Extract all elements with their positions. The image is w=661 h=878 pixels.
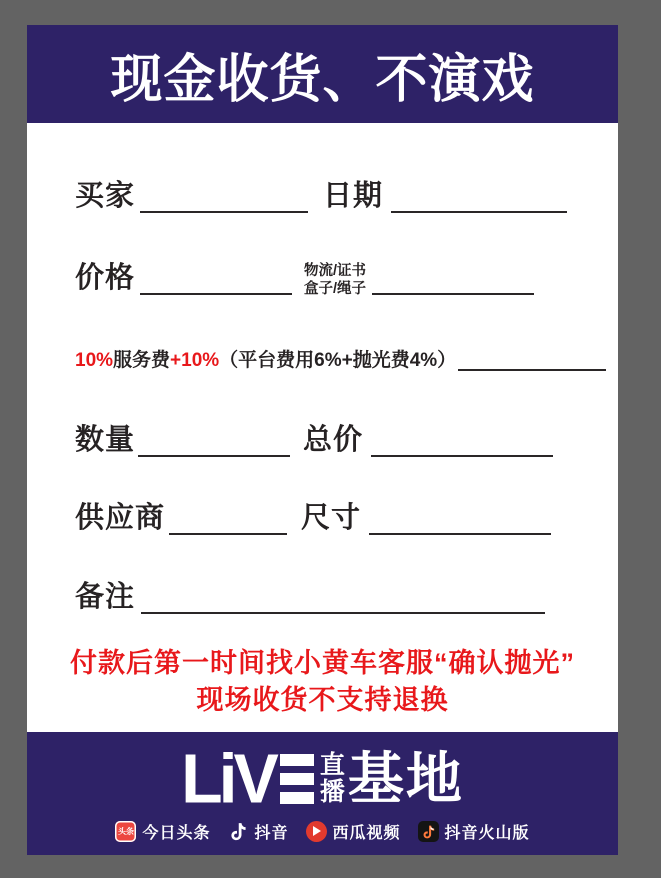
date-blank-line xyxy=(391,211,567,213)
supplier-label: 供应商 xyxy=(75,502,166,534)
header-banner xyxy=(27,25,618,123)
quantity-total-row xyxy=(75,417,572,458)
logo-live-e-bars-icon xyxy=(280,754,314,804)
buyer-date-row xyxy=(75,173,572,214)
buyer-blank-line xyxy=(140,211,308,213)
footer-banner xyxy=(27,732,618,855)
price-logistics-row xyxy=(75,255,572,296)
huoshan-label: 抖音火山版 xyxy=(444,824,530,842)
platform-douyin xyxy=(227,820,288,843)
total-price-blank-line xyxy=(371,455,553,457)
supplier-blank-line xyxy=(169,533,287,535)
xigua-label: 西瓜视频 xyxy=(332,824,401,842)
toutiao-label: 今日头条 xyxy=(142,824,211,842)
size-blank-line xyxy=(369,533,551,535)
douyin-label: 抖音 xyxy=(254,824,289,842)
fee-rate-1: 10% xyxy=(75,350,114,371)
service-fee-label: 服务费 xyxy=(113,350,171,371)
fee-breakdown-note: （平台费用6%+抛光费4%） xyxy=(219,350,457,371)
buyer-label: 买家 xyxy=(75,180,136,212)
remarks-label: 备注 xyxy=(75,581,136,613)
warning-line-1: 付款后第一时间找小黄车客服“确认抛光” xyxy=(70,648,575,678)
xigua-icon xyxy=(306,821,327,842)
size-label: 尺寸 xyxy=(301,502,362,534)
quantity-blank-line xyxy=(138,455,290,457)
live-base-logo xyxy=(181,739,464,818)
play-triangle xyxy=(313,826,321,836)
logistics-box-labels xyxy=(304,262,366,298)
red-warning-notice xyxy=(27,645,618,719)
supplier-size-row xyxy=(75,495,572,536)
platform-xigua xyxy=(306,820,401,843)
logistics-certificate-label: 物流/证书 xyxy=(304,262,367,279)
toutiao-icon xyxy=(115,821,136,842)
logo-jidi-text: 基地 xyxy=(347,746,464,810)
logo-live-text: LiV xyxy=(181,739,275,818)
huoshan-icon xyxy=(418,821,439,842)
price-label: 价格 xyxy=(75,262,136,294)
logistics-blank-line xyxy=(372,293,534,295)
remarks-blank-line xyxy=(141,612,545,614)
service-fee-row xyxy=(75,345,606,372)
logo-zhibo-stack xyxy=(320,752,345,805)
platform-toutiao xyxy=(115,820,210,843)
total-price-label: 总价 xyxy=(303,424,364,456)
receipt-form-page xyxy=(27,25,618,855)
logo-bo-char: 播 xyxy=(319,777,345,806)
box-rope-label: 盒子/绳子 xyxy=(304,280,367,297)
fee-blank-line xyxy=(458,369,606,371)
quantity-label: 数量 xyxy=(75,424,136,456)
douyin-icon xyxy=(227,821,248,842)
toutiao-icon-text: 头条 xyxy=(117,826,134,836)
warning-line-2: 现场收货不支持退换 xyxy=(196,685,449,715)
fee-rate-2: +10% xyxy=(170,350,220,371)
remarks-row xyxy=(75,574,572,615)
platform-huoshan xyxy=(418,820,530,843)
date-label: 日期 xyxy=(323,180,384,212)
page-title: 现金收货、不演戏 xyxy=(110,50,535,109)
price-blank-line xyxy=(140,293,292,295)
logo-zhi-char: 直 xyxy=(319,751,345,779)
platform-logo-row xyxy=(115,820,529,843)
